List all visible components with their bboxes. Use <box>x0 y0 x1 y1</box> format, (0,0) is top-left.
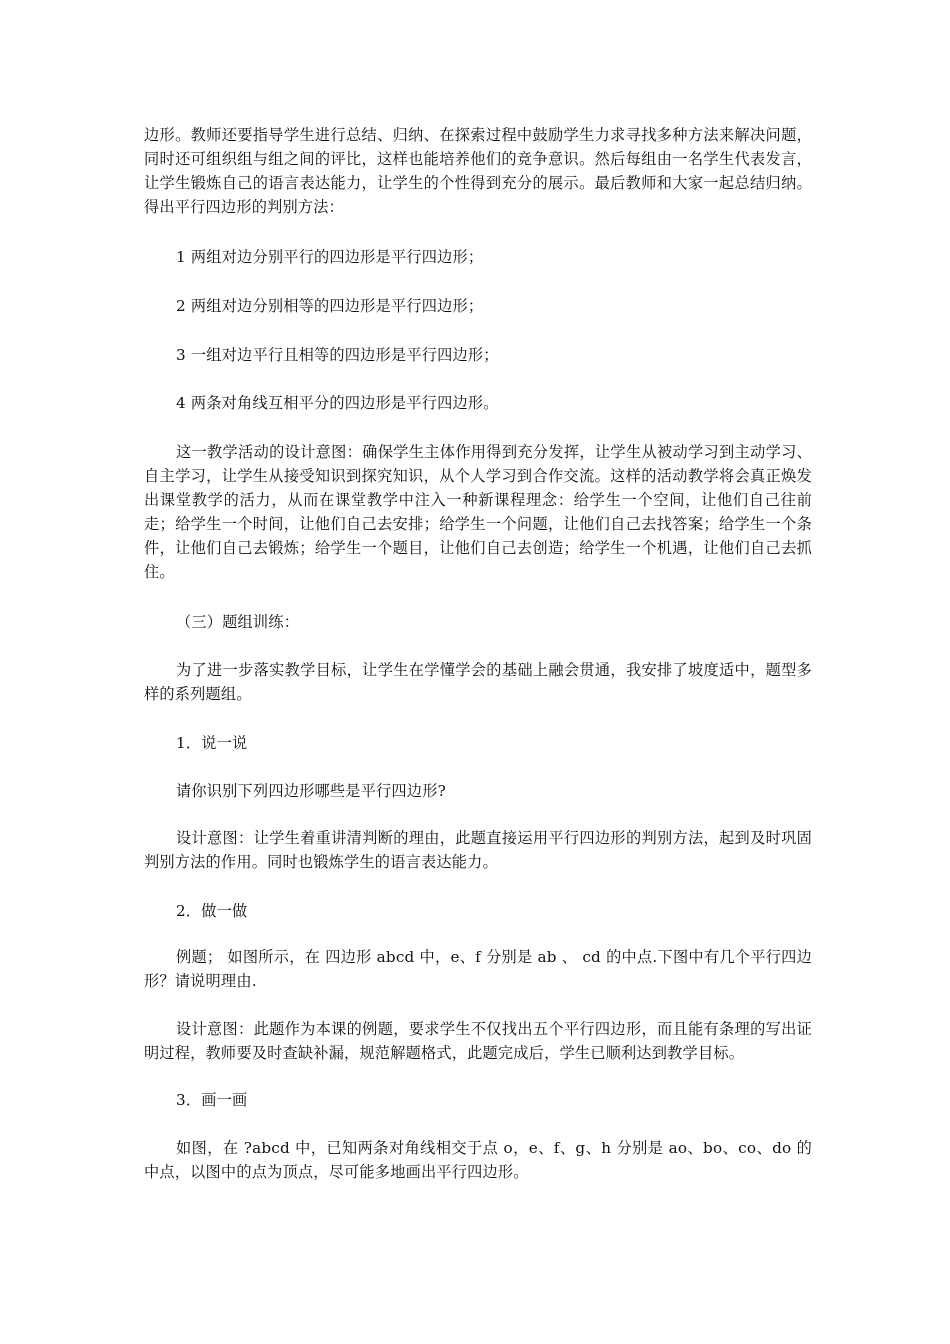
section-heading-group-training: （三）题组训练： <box>176 613 300 631</box>
exercise-1-question: 请你识别下列四边形哪些是平行四边形? <box>176 782 446 800</box>
method-item-1: 1 两组对边分别平行的四边形是平行四边形； <box>176 248 484 266</box>
exercise-2-design: 设计意图：此题作为本课的例题，要求学生不仅找出五个平行四边形，而且能有条理的写出证明过程，教师要及时查缺补漏，规范解题格式，此题完成后，学生已顺利达到教学目标。 <box>144 1020 812 1062</box>
method-item-4: 4 两条对角线互相平分的四边形是平行四边形。 <box>176 394 499 412</box>
exercise-3-title: 3．画一画 <box>176 1091 248 1109</box>
method-item-2: 2 两组对边分别相等的四边形是平行四边形； <box>176 297 484 315</box>
method-item-3: 3 一组对边平行且相等的四边形是平行四边形； <box>176 346 499 364</box>
paragraph-summary: 边形。教师还要指导学生进行总结、归纳、在探索过程中鼓励学生力求寻找多种方法来解决问题，同时还可组织组与组之间的评比，这样也能培养他们的竞争意识。然后每组由一名学生代表发言，让学生锻炼自己的语言表达能力，让学生的个性得到充分的展示。最后教师和大家一起总结归纳。得出平行四边形的判别方法： <box>144 126 812 216</box>
exercise-1-title: 1．说一说 <box>176 734 248 752</box>
paragraph-design-intent: 这一教学活动的设计意图：确保学生主体作用得到充分发挥，让学生从被动学习到主动学习、自主学习，让学生从接受知识到探究知识，从个人学习到合作交流。这样的活动教学将会真正焕发出课堂教学的活力，从而在课堂教学中注入一种新课程理念：给学生一个空间，让他们自己往前走；给学生一个时间，让他们自己去安排；给学生一个问题，让他们自己去找答案；给学生一个条件，让他们自己去锻炼；给学生一个题目，让他们自己去创造；给学生一个机遇，让他们自己去抓住。 <box>144 443 812 581</box>
paragraph-group-intro: 为了进一步落实教学目标，让学生在学懂学会的基础上融会贯通，我安排了坡度适中，题型多样的系列题组。 <box>144 661 812 703</box>
exercise-2-question: 例题； 如图所示，在 四边形 abcd 中，e、f 分别是 ab 、 cd 的中点.下图中有几个平行四边形？请说明理由. <box>144 948 812 990</box>
exercise-3-question: 如图，在 ?abcd 中，已知两条对角线相交于点 o，e、f、g、h 分别是 ao、bo、co、do 的中点，以图中的点为顶点，尽可能多地画出平行四边形。 <box>144 1139 812 1181</box>
exercise-2-title: 2．做一做 <box>176 902 248 920</box>
exercise-1-design: 设计意图：让学生着重讲清判断的理由，此题直接运用平行四边形的判别方法，起到及时巩固判别方法的作用。同时也锻炼学生的语言表达能力。 <box>144 829 812 871</box>
